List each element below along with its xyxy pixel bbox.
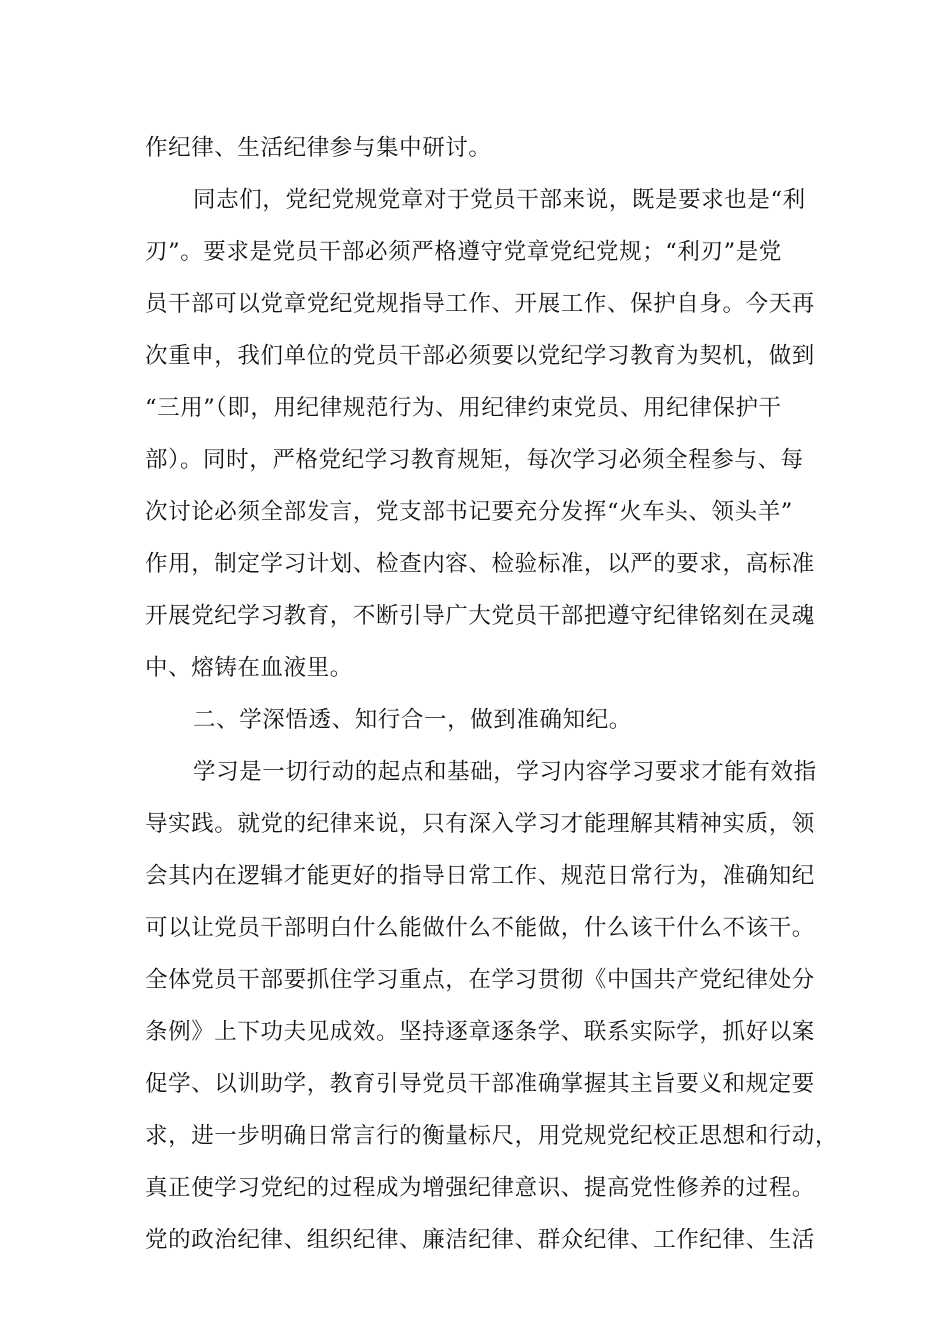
- text-line: 部）。同时，严格党纪学习教育规矩，每次学习必须全程参与、每: [145, 447, 804, 473]
- text-line: 会其内在逻辑才能更好的指导日常工作、规范日常行为，准确知纪: [145, 863, 815, 889]
- text-line: 次重申，我们单位的党员干部必须要以党纪学习教育为契机，做到: [145, 343, 815, 369]
- text-line: 党的政治纪律、组织纪律、廉洁纪律、群众纪律、工作纪律、生活: [145, 1227, 815, 1253]
- text-line: “三用”（即，用纪律规范行为、用纪律约束党员、用纪律保护干: [145, 395, 782, 421]
- text-line: 作用，制定学习计划、检查内容、检验标准，以严的要求，高标准: [145, 551, 815, 577]
- paragraph-start-line: 同志们，党纪党规党章对于党员干部来说，既是要求也是“利: [193, 187, 806, 213]
- paragraph-start-line: 学习是一切行动的起点和基础，学习内容学习要求才能有效指: [193, 759, 817, 785]
- text-line: 导实践。就党的纪律来说，只有深入学习才能理解其精神实质，领: [145, 811, 815, 837]
- text-line: 作纪律、生活纪律参与集中研讨。: [145, 135, 492, 161]
- text-line: 开展党纪学习教育，不断引导广大党员干部把遵守纪律铭刻在灵魂: [145, 603, 815, 629]
- section-heading: 二、学深悟透、知行合一，做到准确知纪。: [193, 707, 632, 733]
- text-line: 真正使学习党纪的过程成为增强纪律意识、提高党性修养的过程。: [145, 1175, 815, 1201]
- text-line: 可以让党员干部明白什么能做什么不能做，什么该干什么不该干。: [145, 915, 815, 941]
- text-line: 求，进一步明确日常言行的衡量标尺，用党规党纪校正思想和行动，: [145, 1123, 839, 1149]
- text-line: 中、熔铸在血液里。: [145, 655, 353, 681]
- text-line: 全体党员干部要抓住学习重点，在学习贯彻《中国共产党纪律处分: [145, 967, 815, 993]
- text-line: 员干部可以党章党纪党规指导工作、开展工作、保护自身。今天再: [145, 291, 815, 317]
- text-line: 刃”。要求是党员干部必须严格遵守党章党纪党规；“利刃”是党: [145, 239, 782, 265]
- text-line: 次讨论必须全部发言，党支部书记要充分发挥“火车头、领头羊”: [145, 499, 793, 525]
- text-line: 促学、以训助学，教育引导党员干部准确掌握其主旨要义和规定要: [145, 1071, 815, 1097]
- text-line: 条例》上下功夫见成效。坚持逐章逐条学、联系实际学，抓好以案: [145, 1019, 815, 1045]
